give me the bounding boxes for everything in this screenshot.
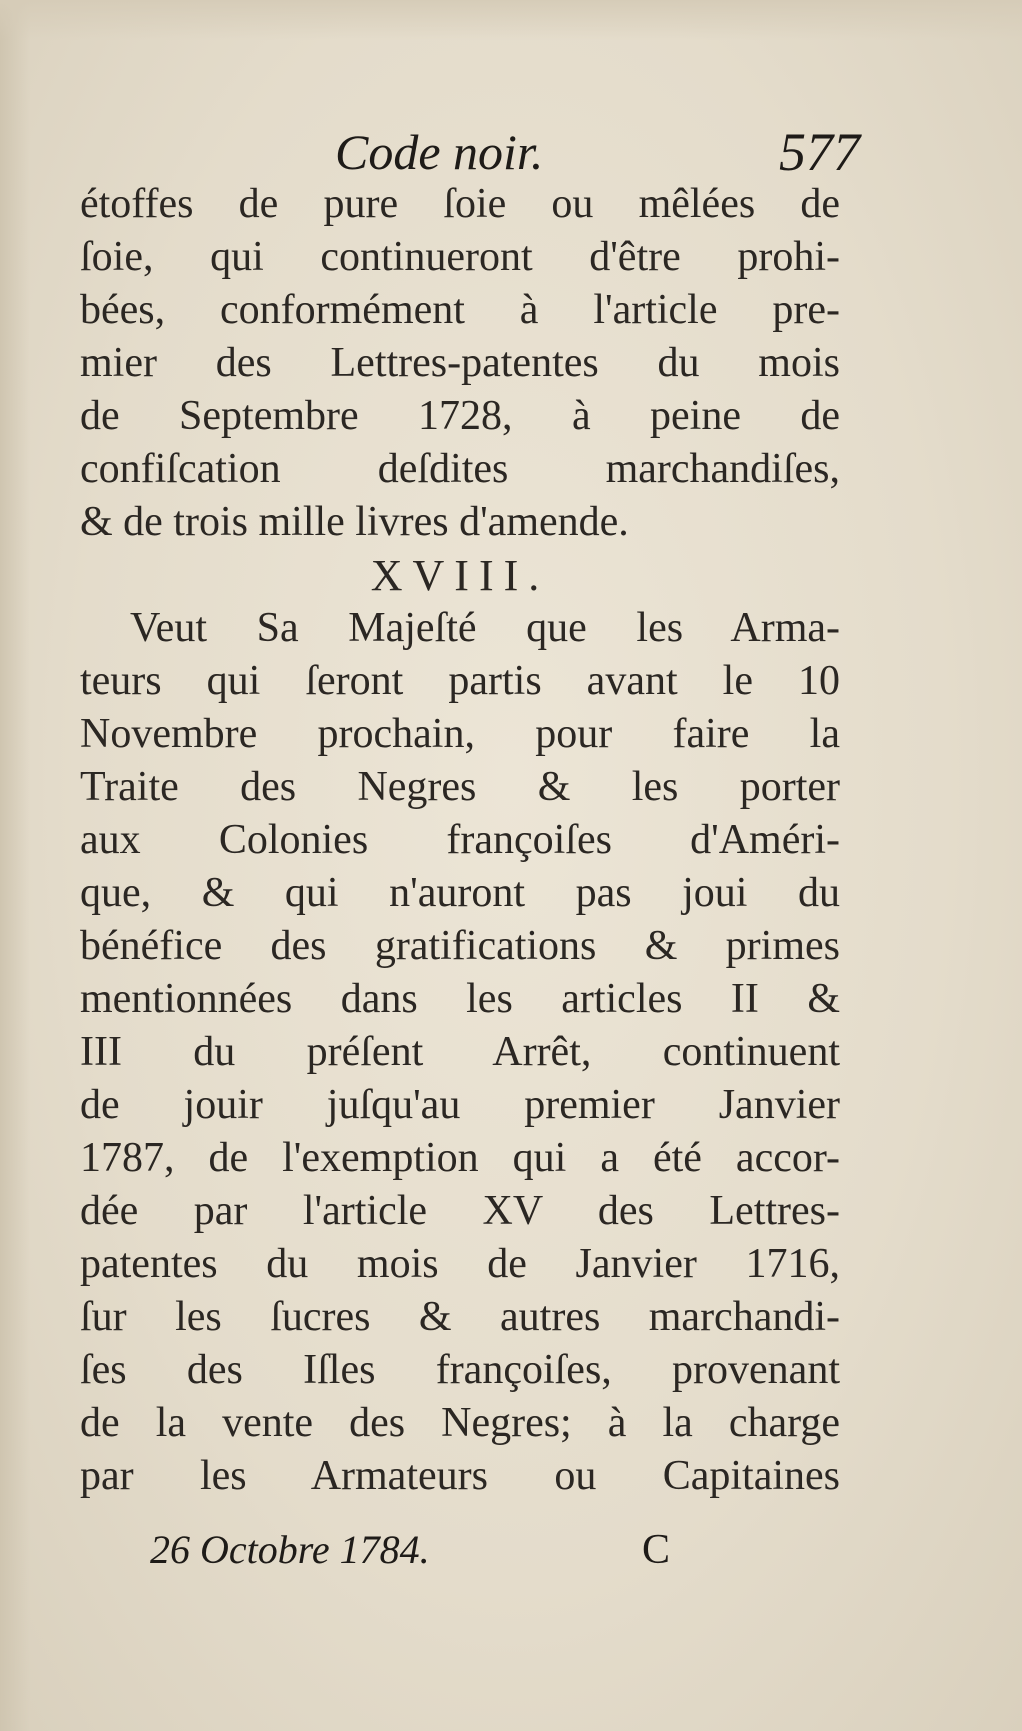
- paragraph-line: de jouir juſqu'au premier Janvier: [80, 1082, 840, 1128]
- paragraph-line: de la vente des Negres; à la charge: [80, 1400, 840, 1446]
- paragraph-line: teurs qui ſeront partis avant le 10: [80, 658, 840, 704]
- page-edge-shadow-top: [0, 0, 1022, 40]
- paragraph-line: mentionnées dans les articles II &: [80, 976, 840, 1022]
- paragraph-line: Veut Sa Majeſté que les Arma-: [130, 605, 840, 651]
- paragraph-line: que, & qui n'auront pas joui du: [80, 870, 840, 916]
- text-line: confiſcation deſdites marchandiſes,: [80, 446, 840, 492]
- signature-mark: C: [641, 1527, 670, 1573]
- body-text: [80, 178, 840, 1503]
- paragraph-line: ſes des Iſles françoiſes, provenant: [80, 1347, 840, 1393]
- text-line: de Septembre 1728, à peine de: [80, 393, 840, 439]
- paragraph-line: par les Armateurs ou Capitaines: [80, 1453, 840, 1499]
- text-line: ſoie, qui continueront d'être prohi-: [80, 234, 840, 280]
- paragraph-line: 1787, de l'exemption qui a été accor-: [80, 1135, 840, 1181]
- text-line: mier des Lettres-patentes du mois: [80, 340, 840, 386]
- paragraph-line: aux Colonies françoiſes d'Améri-: [80, 817, 840, 863]
- footer-date: 26 Octobre 1784.: [150, 1527, 430, 1572]
- paragraph-line: dée par l'article XV des Lettres-: [80, 1188, 840, 1234]
- paragraph-line: ſur les ſucres & autres marchandi-: [80, 1294, 840, 1340]
- paragraph-line: patentes du mois de Janvier 1716,: [80, 1241, 840, 1287]
- text-line: étoffes de pure ſoie ou mêlées de: [80, 181, 840, 227]
- paragraph-line: Novembre prochain, pour faire la: [80, 711, 840, 757]
- text-line: & de trois mille livres d'amende.: [80, 499, 629, 545]
- paragraph-line: III du préſent Arrêt, continuent: [80, 1029, 840, 1075]
- page-footer: [150, 1520, 670, 1580]
- section-heading: XVIII.: [370, 551, 550, 600]
- paragraph-line: bénéfice des gratifications & primes: [80, 923, 840, 969]
- text-line: bées, conformément à l'article pre-: [80, 287, 840, 333]
- page-number: 577: [779, 122, 860, 182]
- running-title: Code noir.: [335, 124, 544, 180]
- page-edge-shadow-left: [0, 0, 30, 1731]
- paragraph-line: Traite des Negres & les porter: [80, 764, 840, 810]
